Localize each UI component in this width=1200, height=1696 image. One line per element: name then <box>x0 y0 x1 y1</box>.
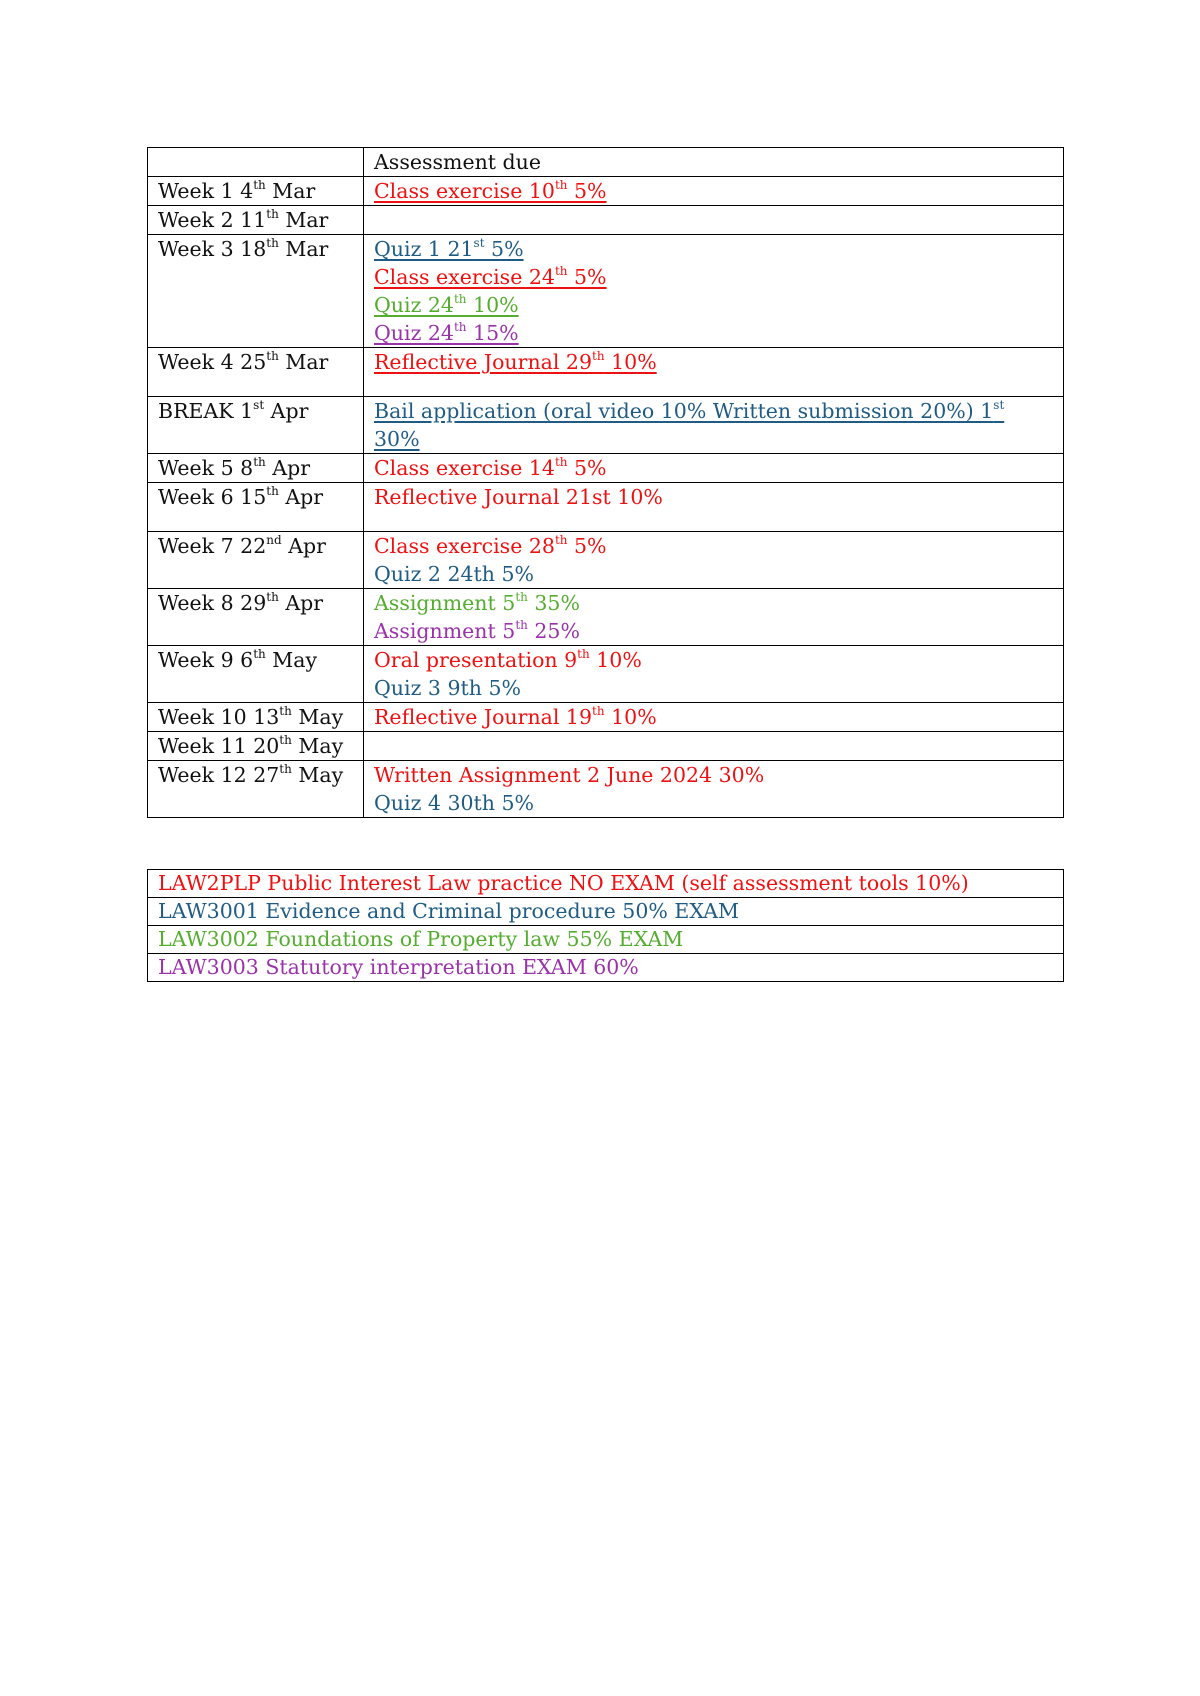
assessment-cell <box>364 177 1064 206</box>
assessment-item[interactable]: Quiz 24th 15% <box>374 320 519 345</box>
table-row <box>148 483 1064 532</box>
legend-row <box>148 870 1064 898</box>
assessment-cell <box>364 483 1064 532</box>
assessment-cell <box>364 397 1064 454</box>
assessment-item[interactable]: Class exercise 24th 5% <box>374 264 607 289</box>
assessment-cell <box>364 732 1064 761</box>
week-cell: Week 11 20th May <box>148 732 364 761</box>
table-row <box>148 761 1064 818</box>
table-header-row <box>148 148 1064 177</box>
table-row <box>148 177 1064 206</box>
assessment-item[interactable]: Quiz 24th 10% <box>374 292 519 317</box>
assessment-item: Quiz 4 30th 5% <box>374 791 535 815</box>
week-header-cell <box>148 148 364 177</box>
legend-row <box>148 926 1064 954</box>
assessment-item: Quiz 3 9th 5% <box>374 676 521 700</box>
assessment-item: Quiz 2 24th 5% <box>374 562 535 586</box>
table-row <box>148 206 1064 235</box>
week-cell: Week 10 13th May <box>148 703 364 732</box>
assessment-item: Reflective Journal 21st 10% <box>374 485 663 509</box>
assessment-item: Oral presentation 9th 10% <box>374 647 642 672</box>
table-row <box>148 235 1064 348</box>
table-row <box>148 646 1064 703</box>
legend-law3003: LAW3003 Statutory interpretation EXAM 60% <box>148 954 1064 982</box>
week-cell: Week 2 11th Mar <box>148 206 364 235</box>
assessment-schedule-table <box>147 147 1064 818</box>
table-row <box>148 454 1064 483</box>
week-cell: Week 4 25th Mar <box>148 348 364 397</box>
table-row <box>148 397 1064 454</box>
table-row <box>148 532 1064 589</box>
legend-row <box>148 898 1064 926</box>
assessment-cell <box>364 206 1064 235</box>
table-row <box>148 703 1064 732</box>
week-cell: Week 12 27th May <box>148 761 364 818</box>
assessment-item[interactable]: Reflective Journal 29th 10% <box>374 349 657 374</box>
week-cell: Week 7 22nd Apr <box>148 532 364 589</box>
assessment-item: Assignment 5th 25% <box>374 618 580 643</box>
week-cell: Week 6 15th Apr <box>148 483 364 532</box>
assessment-item[interactable]: Bail application (oral video 10% Written submission 20%) 1st 30% <box>374 398 1005 451</box>
assessment-due-header: Assessment due <box>364 148 1064 177</box>
legend-law2plp: LAW2PLP Public Interest Law practice NO EXAM (self assessment tools 10%) <box>148 870 1064 898</box>
assessment-cell <box>364 646 1064 703</box>
assessment-item[interactable]: Quiz 1 21st 5% <box>374 236 524 261</box>
table-row <box>148 348 1064 397</box>
assessment-item: Written Assignment 2 June 2024 30% <box>374 763 765 787</box>
assessment-item: Class exercise 28th 5% <box>374 533 607 558</box>
assessment-cell <box>364 348 1064 397</box>
assessment-cell <box>364 532 1064 589</box>
assessment-cell <box>364 589 1064 646</box>
week-cell: Week 3 18th Mar <box>148 235 364 348</box>
assessment-item: Class exercise 14th 5% <box>374 455 607 480</box>
subject-legend-table <box>147 869 1064 982</box>
table-row <box>148 732 1064 761</box>
assessment-cell <box>364 235 1064 348</box>
assessment-cell <box>364 703 1064 732</box>
week-cell: BREAK 1st Apr <box>148 397 364 454</box>
assessment-cell <box>364 454 1064 483</box>
assessment-item[interactable]: Class exercise 10th 5% <box>374 178 607 203</box>
week-cell: Week 1 4th Mar <box>148 177 364 206</box>
assessment-item: Assignment 5th 35% <box>374 590 580 615</box>
week-cell: Week 9 6th May <box>148 646 364 703</box>
legend-law3001: LAW3001 Evidence and Criminal procedure 50% EXAM <box>148 898 1064 926</box>
week-cell: Week 8 29th Apr <box>148 589 364 646</box>
assessment-item: Reflective Journal 19th 10% <box>374 704 657 729</box>
assessment-cell <box>364 761 1064 818</box>
legend-law3002: LAW3002 Foundations of Property law 55% EXAM <box>148 926 1064 954</box>
table-row <box>148 589 1064 646</box>
legend-row <box>148 954 1064 982</box>
week-cell: Week 5 8th Apr <box>148 454 364 483</box>
